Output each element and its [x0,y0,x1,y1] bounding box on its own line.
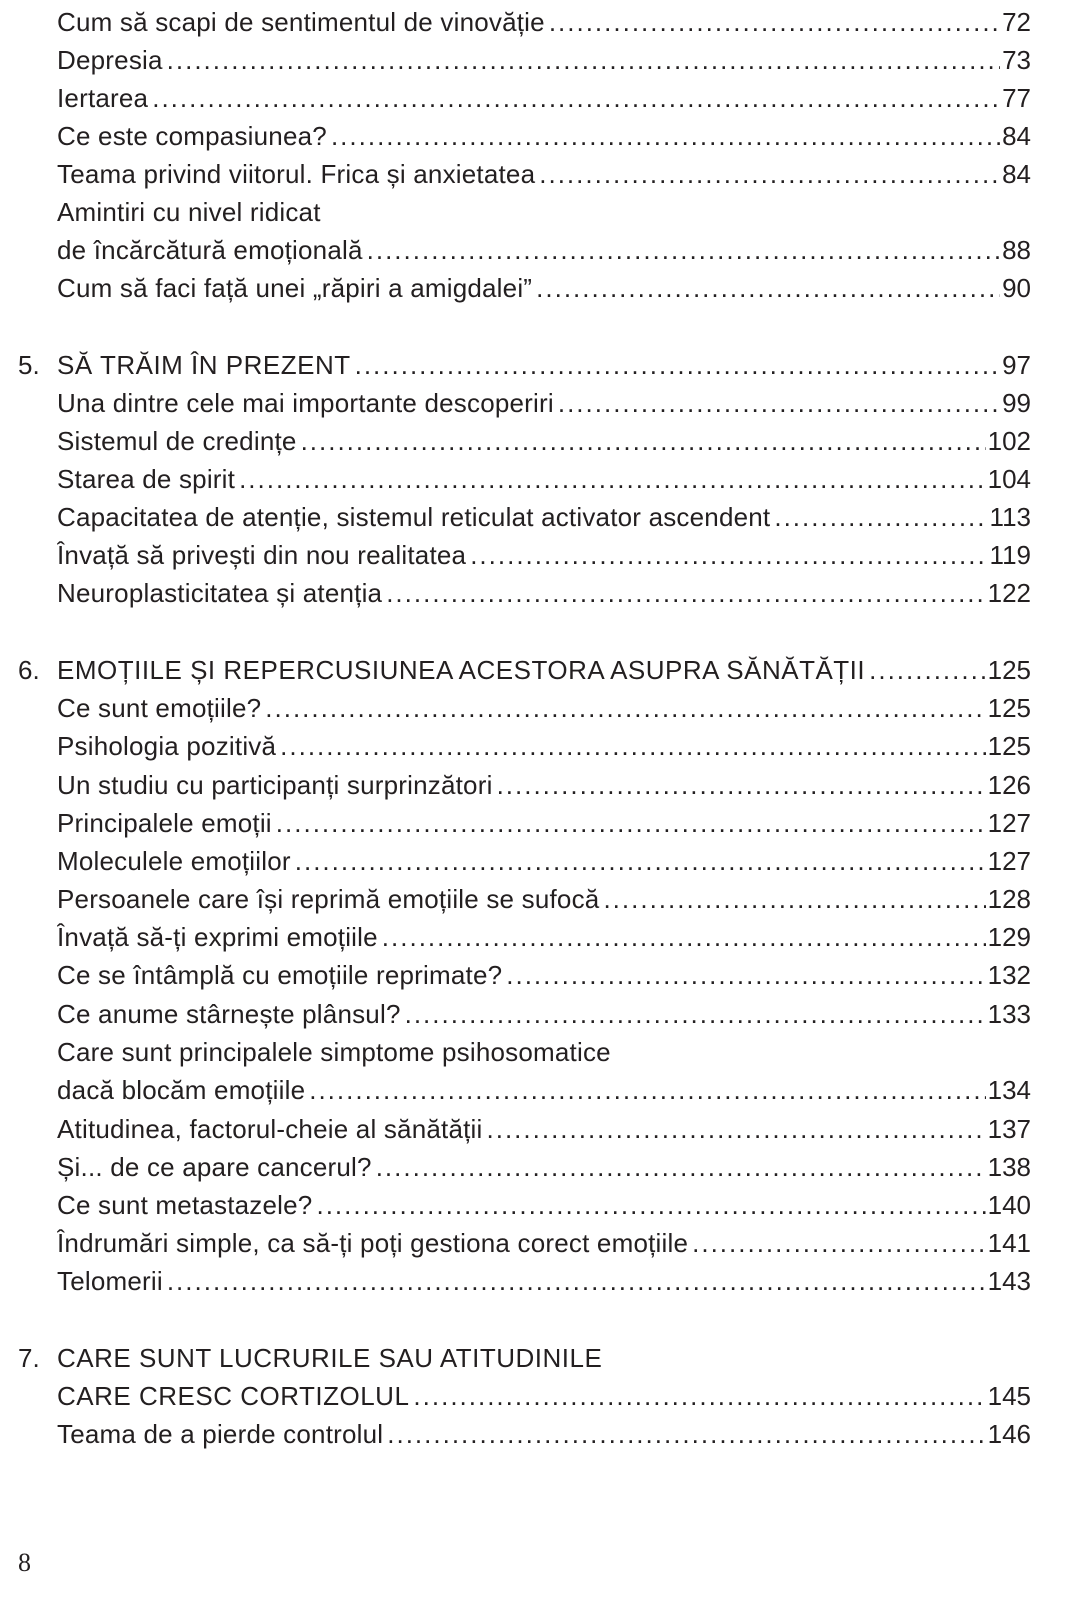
toc-entry[interactable] [0,766,1071,804]
toc-entry-title: dacă blocăm emoțiile [57,1075,306,1105]
toc-entry[interactable] [0,536,1071,574]
leader-dots [692,1224,985,1262]
leader-dots [355,346,1000,384]
toc-entry[interactable] [0,995,1071,1033]
toc-entry-page: 134 [987,1075,1031,1105]
toc-entry-title: Iertarea [57,83,149,113]
leader-dots [470,536,987,574]
chapter-title: CARE SUNT LUCRURILE SAU ATITUDINILE [57,1343,603,1373]
toc-entry[interactable] [0,1110,1071,1148]
toc-entry-page: 72 [1002,7,1031,37]
toc-entry[interactable] [0,918,1071,956]
toc-entry[interactable] [0,1033,1071,1071]
toc-entry-title: Ce sunt metastazele? [57,1190,313,1220]
toc-entry-title: Moleculele emoțiilor [57,846,291,876]
toc-entry-page: 119 [989,540,1031,570]
toc-entry[interactable] [0,1262,1071,1300]
toc-entry-page: 129 [987,922,1031,952]
toc-entry[interactable] [0,1415,1071,1453]
toc-entry-page: 88 [1002,235,1031,265]
toc-entry-page: 125 [987,655,1031,685]
toc-entry-title: Care sunt principalele simptome psihosomatice [57,1037,611,1067]
leader-dots [167,41,1000,79]
leader-dots [497,766,986,804]
toc-entry[interactable] [0,41,1071,79]
toc-entry[interactable] [0,956,1071,994]
toc-entry-title: de încărcătură emoțională [57,235,363,265]
toc-entry-title: Atitudinea, factorul-cheie al sănătății [57,1114,483,1144]
toc-entry-title: Teama de a pierde controlul [57,1419,384,1449]
chapter-title: EMOȚIILE ȘI REPERCUSIUNEA ACESTORA ASUPRA SĂNĂTĂȚII [57,655,866,685]
leader-dots [367,231,1000,269]
chapter-number: 6. [18,655,40,685]
toc-entry-page: 125 [987,731,1031,761]
toc-entry[interactable] [0,498,1071,536]
toc-entry[interactable] [0,842,1071,880]
toc-entry[interactable] [0,1148,1071,1186]
toc-entry[interactable] [0,460,1071,498]
toc-entry-title: Îndrumări simple, ca să-ți poți gestiona corect emoțiile [57,1228,689,1258]
toc-entry[interactable] [0,384,1071,422]
leader-dots [309,1071,985,1109]
leader-dots [539,155,1000,193]
leader-dots [386,574,985,612]
chapter-title: CARE CRESC CORTIZOLUL [57,1381,410,1411]
toc-entry[interactable] [0,880,1071,918]
chapter-number: 7. [18,1343,40,1373]
toc-entry-title: Ce anume stârnește plânsul? [57,999,401,1029]
toc-entry-page: 122 [987,578,1031,608]
toc-entry[interactable] [0,79,1071,117]
toc-entry-page: 90 [1002,273,1031,303]
toc-entry-page: 128 [987,884,1031,914]
leader-dots [295,842,986,880]
leader-dots [331,117,1000,155]
toc-entry-page: 84 [1002,121,1031,151]
leader-dots [276,804,986,842]
toc-entry-title: Și... de ce apare cancerul? [57,1152,372,1182]
leader-dots [376,1148,986,1186]
toc-entry[interactable] [0,231,1071,269]
toc-entry-page: 125 [987,693,1031,723]
toc-entry-title: Învață să privești din nou realitatea [57,540,467,570]
leader-dots [549,3,1000,41]
leader-dots [869,651,985,689]
toc-entry-title: Telomerii [57,1266,163,1296]
chapter-title: SĂ TRĂIM ÎN PREZENT [57,350,351,380]
toc-entry-title: Învață să-ți exprimi emoțiile [57,922,378,952]
toc-entry-page: 73 [1002,45,1031,75]
leader-dots [152,79,1000,117]
toc-entry-title: Psihologia pozitivă [57,731,277,761]
toc-entry-title: Amintiri cu nivel ridicat [57,197,321,227]
toc-entry-title: Capacitatea de atenție, sistemul reticulat activator ascendent [57,502,771,532]
toc-entry-page: 138 [987,1152,1031,1182]
toc-entry[interactable] [0,193,1071,231]
toc-entry-page: 127 [987,808,1031,838]
toc-entry-title: Depresia [57,45,163,75]
toc-entry[interactable] [0,269,1071,307]
toc-entry-page: 97 [1002,350,1031,380]
toc-entry-title: Teama privind viitorul. Frica și anxietatea [57,159,536,189]
toc-entry[interactable] [0,727,1071,765]
toc-entry[interactable] [0,3,1071,41]
toc-entry[interactable] [0,804,1071,842]
toc-chapter[interactable] [0,346,1071,384]
leader-dots [316,1186,985,1224]
toc-chapter[interactable] [0,1339,1071,1377]
toc-entry-page: 145 [987,1381,1031,1411]
toc-entry-title: Persoanele care își reprimă emoțiile se sufocă [57,884,600,914]
leader-dots [387,1415,985,1453]
toc-entry-title: Sistemul de credințe [57,426,297,456]
toc-entry-page: 102 [987,426,1031,456]
leader-dots [558,384,1000,422]
toc-entry-page: 104 [987,464,1031,494]
toc-entry-page: 143 [987,1266,1031,1296]
toc-entry[interactable] [0,1186,1071,1224]
toc-entry-page: 146 [987,1419,1031,1449]
toc-entry-page: 127 [987,846,1031,876]
toc-entry-page: 132 [987,960,1031,990]
leader-dots [405,995,986,1033]
toc-entry-page: 99 [1002,388,1031,418]
leader-dots [239,460,986,498]
leader-dots [382,918,986,956]
leader-dots [774,498,987,536]
toc-entry-page: 141 [987,1228,1031,1258]
toc-entry-page: 137 [987,1114,1031,1144]
leader-dots [487,1110,986,1148]
toc-entry[interactable] [0,117,1071,155]
toc-entry-title: Principalele emoții [57,808,272,838]
toc-entry-page: 126 [987,770,1031,800]
toc-entry-page: 133 [987,999,1031,1029]
leader-dots [167,1262,986,1300]
toc-entry-title: Cum să faci față unei „răpiri a amigdalei” [57,273,533,303]
leader-dots [301,422,986,460]
leader-dots [536,269,1000,307]
toc-entry-page: 84 [1002,159,1031,189]
toc-entry-title: Ce se întâmplă cu emoțiile reprimate? [57,960,503,990]
toc-entry-page: 140 [987,1190,1031,1220]
toc-entry[interactable] [0,1071,1071,1109]
toc-entry-title: Ce sunt emoțiile? [57,693,262,723]
chapter-number: 5. [18,350,40,380]
toc-entry-title: Neuroplasticitatea și atenția [57,578,383,608]
toc-entry[interactable] [0,1224,1071,1262]
toc-entry-page: 77 [1002,83,1031,113]
toc-entry[interactable] [0,422,1071,460]
toc-entry-title: Una dintre cele mai importante descoperiri [57,388,554,418]
toc-entry-title: Un studiu cu participanți surprinzători [57,770,493,800]
toc-entry-title: Ce este compasiunea? [57,121,327,151]
toc-entry[interactable] [0,574,1071,612]
leader-dots [506,956,985,994]
toc-entry[interactable] [0,689,1071,727]
leader-dots [265,689,985,727]
page-number: 8 [18,1548,31,1577]
toc-entry[interactable] [0,155,1071,193]
toc-chapter[interactable] [0,651,1071,689]
toc-chapter[interactable] [0,1377,1071,1415]
toc-entry-page: 113 [989,502,1031,532]
leader-dots [413,1377,985,1415]
toc-entry-title: Cum să scapi de sentimentul de vinovăție [57,7,545,37]
toc-entry-title: Starea de spirit [57,464,236,494]
leader-dots [280,727,985,765]
leader-dots [603,880,985,918]
